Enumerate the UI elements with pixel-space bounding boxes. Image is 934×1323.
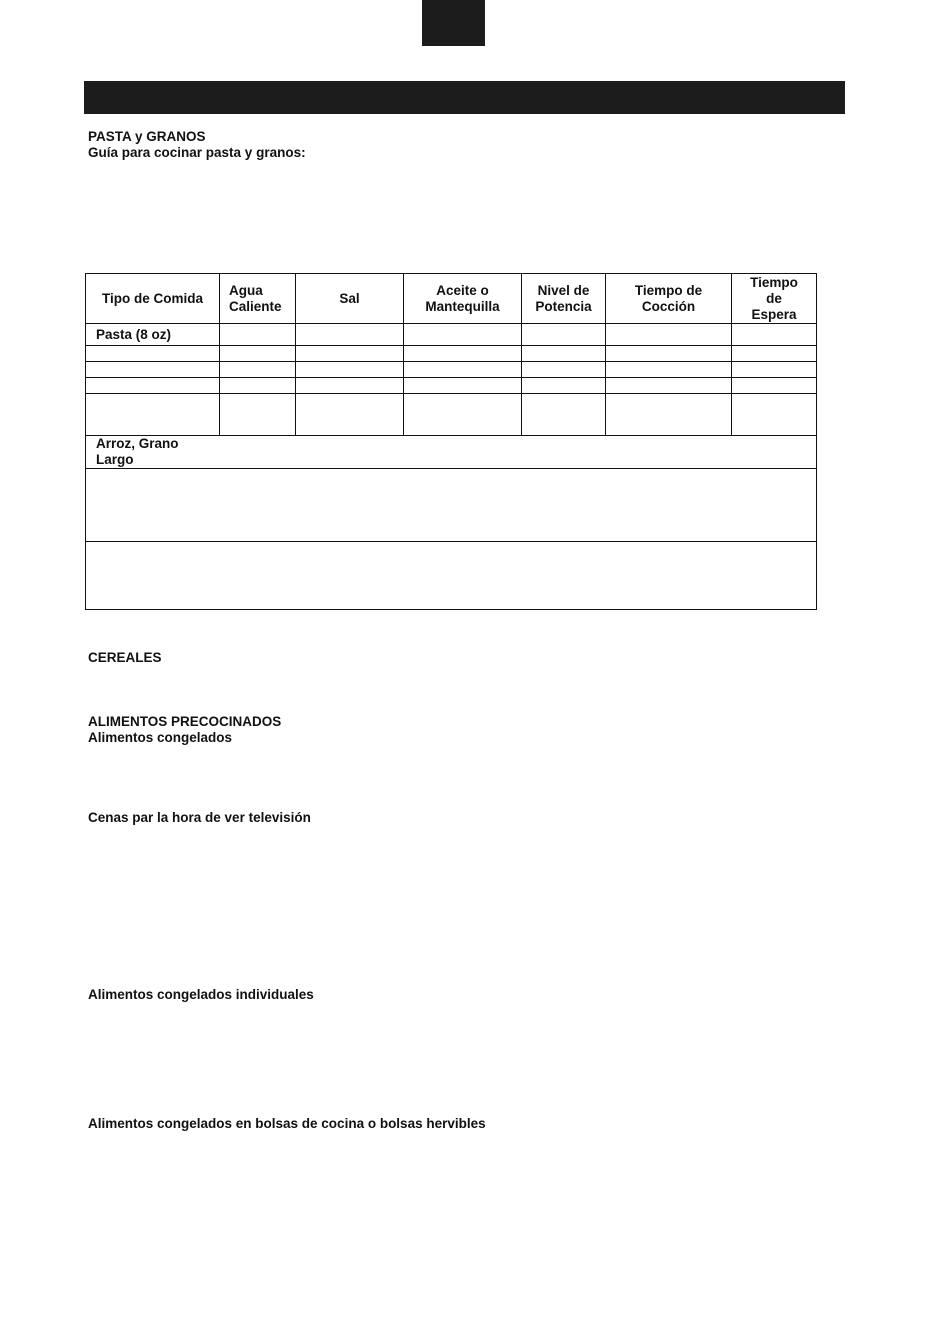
- pasta-heading: PASTA y GRANOS: [88, 129, 206, 144]
- cereales-heading: CEREALES: [88, 650, 162, 665]
- table-row: [86, 378, 817, 394]
- precocinados-heading: ALIMENTOS PRECOCINADOS: [88, 714, 282, 729]
- table-row-note: [86, 469, 817, 542]
- col-header-standing-time: Tiempo de Espera: [732, 274, 817, 324]
- table-row-note: [86, 542, 817, 610]
- section-header-bar: [84, 81, 845, 114]
- table-row-pasta: [86, 324, 817, 346]
- row-label-pasta: Pasta (8 oz): [86, 324, 220, 346]
- page-number-tab: [422, 0, 485, 46]
- table-row-arroz: [86, 436, 817, 469]
- col-header-hot-water: Agua Caliente: [220, 274, 296, 324]
- congelados-subheading: Alimentos congelados: [88, 730, 233, 745]
- table-row: [86, 362, 817, 378]
- col-header-cooking-time: Tiempo de Cocción: [606, 274, 732, 324]
- col-header-oil-butter: Aceite o Mantequilla: [404, 274, 522, 324]
- individuales-subheading: Alimentos congelados individuales: [88, 987, 314, 1002]
- table-row: [86, 394, 817, 436]
- col-header-power-level: Nivel de Potencia: [522, 274, 606, 324]
- row-label-arroz: Arroz, Grano Largo: [86, 436, 817, 469]
- bolsas-subheading: Alimentos congelados en bolsas de cocina o bolsas hervibles: [88, 1116, 486, 1131]
- cenas-subheading: Cenas par la hora de ver televisión: [88, 810, 311, 825]
- col-header-food-type: Tipo de Comida: [86, 274, 220, 324]
- cooking-guide-table: [85, 273, 817, 610]
- col-header-salt: Sal: [296, 274, 404, 324]
- pasta-subheading: Guía para cocinar pasta y granos:: [88, 145, 306, 160]
- table-row: [86, 346, 817, 362]
